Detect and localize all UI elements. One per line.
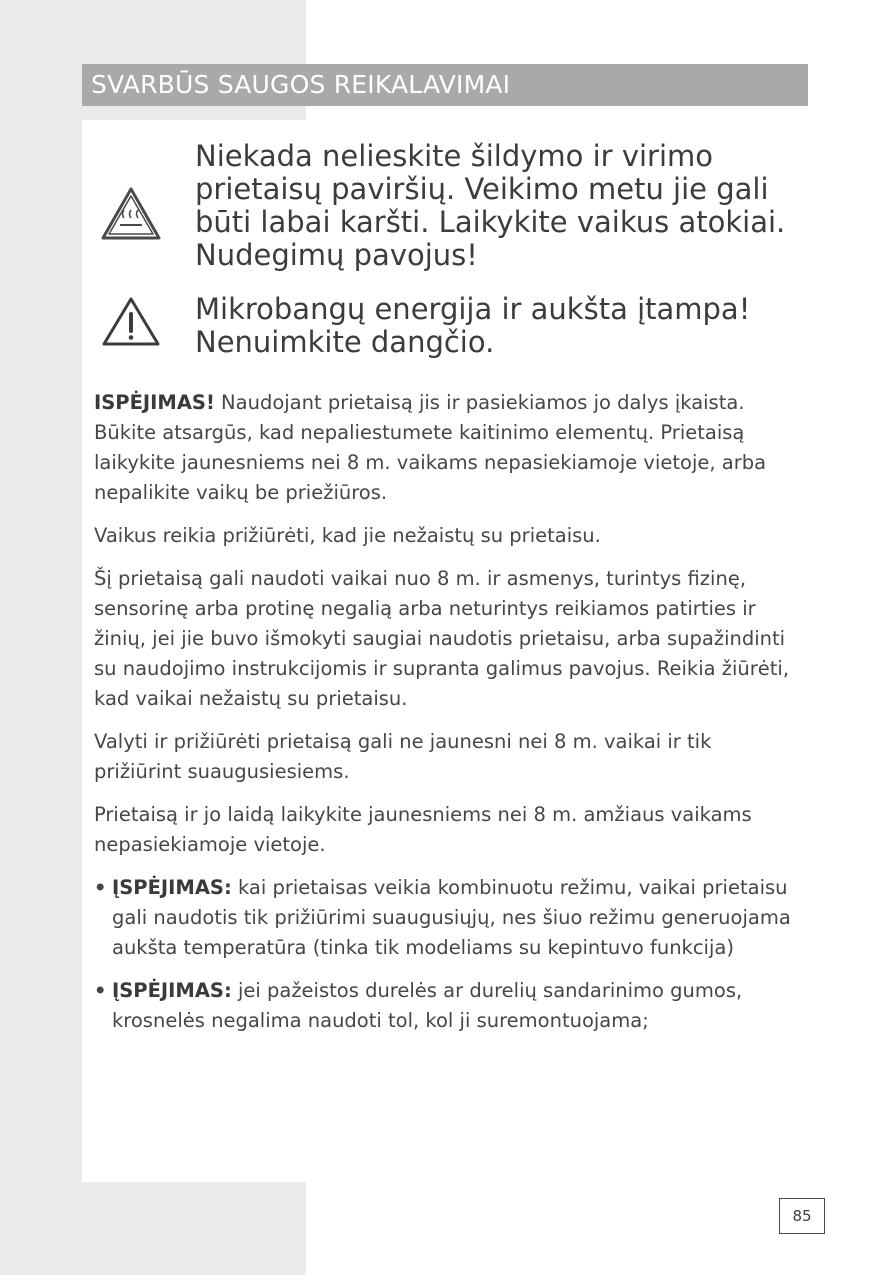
bullet-text: kai prietaisas veikia kombinuotu režimu, vaikai prietaisu gali naudotis tik prižiūrimi suaugusiųjų, nes šiuo režimu generuojama aukšta temperatūra (tinka tik modeliams su kepintuvo funkcija) <box>112 876 791 959</box>
warning-paragraph <box>94 388 804 508</box>
bullet-marker: • <box>94 979 107 1002</box>
section-title: SVARBŪS SAUGOS REIKALAVIMAI <box>91 70 511 99</box>
bullet-text: jei pažeistos durelės ar durelių sandarinimo gumos, krosnelės negalima naudoti tol, kol ji suremontuojama; <box>112 979 743 1032</box>
hot-surface-icon <box>100 186 162 246</box>
microwave-energy-warning-text: Mikrobangų energija ir aukšta įtampa! Nenuimkite dangčio. <box>195 292 751 359</box>
hot-surface-warning-text: Niekada nelieskite šildymo ir virimo prietaisų paviršių. Veikimo metu jie gali būti labai karšti. Laikykite vaikus atokiai. Nudegimų pavojus! <box>195 139 786 272</box>
supervision-paragraph: Vaikus reikia prižiūrėti, kad jie nežaistų su prietaisu. <box>94 524 601 547</box>
storage-paragraph: Prietaisą ir jo laidą laikykite jaunesniems nei 8 m. amžiaus vaikams nepasiekiamoje vietoje. <box>94 803 752 856</box>
bullet-item-combined-mode <box>94 873 804 963</box>
safety-instructions <box>94 388 804 1049</box>
hot-surface-warning <box>82 140 808 280</box>
bullet-warning-label: ĮSPĖJIMAS: <box>112 979 232 1002</box>
warning-label: ISPĖJIMAS! <box>94 391 215 414</box>
section-header <box>82 64 808 106</box>
content-area <box>82 120 808 1182</box>
cleaning-paragraph: Valyti ir prižiūrėti prietaisą gali ne jaunesni nei 8 m. vaikai ir tik prižiūrint suaugusiesiems. <box>94 730 712 783</box>
microwave-energy-warning <box>82 293 808 368</box>
usage-paragraph: Šį prietaisą gali naudoti vaikai nuo 8 m. ir asmenys, turintys fizinę, sensorinę arba protinę negalią arba neturintys reikiamos patirties ir žinių, jei jie buvo išmokyti saugiai naudotis prietaisu, arba supažindinti su naudojimo instrukcijomis ir supranta galimus pavojus. Reikia žiūrėti, kad vaikai nežaistų su prietaisu. <box>94 567 790 710</box>
bullet-item-door-damage <box>94 976 804 1036</box>
warning-paragraph-text: Naudojant prietaisą jis ir pasiekiamos jo dalys įkaista. Būkite atsargūs, kad nepaliestumete kaitinimo elementų. Prietaisą laikykite jaunesniems nei 8 m. vaikams nepasiekiamoje vietoje, arba nepalikite vaikų be priežiūros. <box>94 391 767 504</box>
page-number: 85 <box>779 1198 825 1234</box>
warning-icon <box>100 295 162 353</box>
bullet-marker: • <box>94 876 107 899</box>
bullet-warning-label: ĮSPĖJIMAS: <box>112 876 232 899</box>
